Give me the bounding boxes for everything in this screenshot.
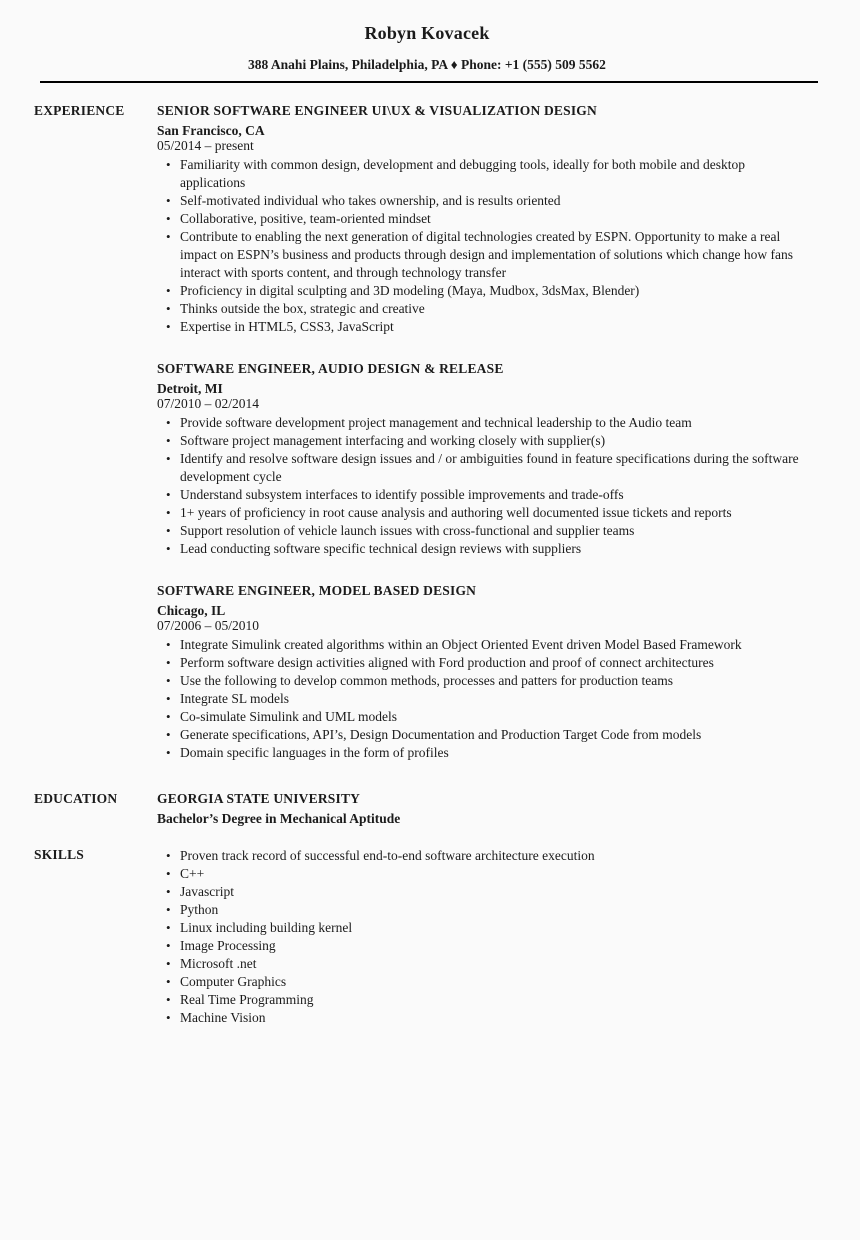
job-bullet: • Familiarity with common design, development and debugging tools, ideally for both mobile and desktop applications [166,156,806,192]
job-bullet: • Lead conducting software specific technical design reviews with suppliers [166,540,806,558]
job-bullet: • Self-motivated individual who takes ownership, and is results oriented [166,192,806,210]
job-bullet: • Proficiency in digital sculpting and 3D modeling (Maya, Mudbox, 3dsMax, Blender) [166,282,806,300]
job-title: SENIOR SOFTWARE ENGINEER UI\UX & VISUALIZATION DESIGN [157,103,597,118]
job-bullet: • Generate specifications, API’s, Design Documentation and Production Target Code from models [166,726,806,744]
section-label-skills: SKILLS [34,847,84,862]
section-education [34,791,820,826]
job-dates: 05/2014 – present [157,138,254,153]
job-bullet-list [157,156,820,336]
skill-item: • Computer Graphics [166,973,806,991]
skills-content [157,847,820,1027]
job-entry-3 [157,583,820,762]
job-title: SOFTWARE ENGINEER, AUDIO DESIGN & RELEASE [157,361,504,376]
contact-line: 388 Anahi Plains, Philadelphia, PA ♦ Phone: +1 (555) 509 5562 [248,57,606,72]
job-bullet: • Perform software design activities aligned with Ford production and proof of connect architectures [166,654,806,672]
skill-item: • Proven track record of successful end-to-end software architecture execution [166,847,806,865]
skill-item: • Microsoft .net [166,955,806,973]
section-skills [34,847,820,1027]
job-location: San Francisco, CA [157,123,265,138]
experience-content [157,103,820,762]
skill-item: • Javascript [166,883,806,901]
job-bullet: • Support resolution of vehicle launch issues with cross-functional and supplier teams [166,522,806,540]
job-bullet: • Integrate SL models [166,690,806,708]
job-bullet: • Use the following to develop common methods, processes and patters for production teams [166,672,806,690]
job-bullet: • Understand subsystem interfaces to identify possible improvements and trade-offs [166,486,806,504]
candidate-name: Robyn Kovacek [364,23,490,43]
job-location: Detroit, MI [157,381,223,396]
section-experience [34,103,820,762]
job-bullet: • Expertise in HTML5, CSS3, JavaScript [166,318,806,336]
job-bullet: • Provide software development project management and technical leadership to the Audio team [166,414,806,432]
job-dates: 07/2006 – 05/2010 [157,618,260,633]
job-location: Chicago, IL [157,603,226,618]
skill-item: • Real Time Programming [166,991,806,1009]
job-entry-1 [157,103,820,336]
job-bullet: • 1+ years of proficiency in root cause analysis and authoring well documented issue tickets and reports [166,504,806,522]
section-label-education: EDUCATION [34,791,118,806]
section-label-experience: EXPERIENCE [34,103,125,118]
job-entry-2 [157,361,820,558]
header-divider [40,81,818,83]
job-bullet: • Co-simulate Simulink and UML models [166,708,806,726]
degree-name: Bachelor’s Degree in Mechanical Aptitude [157,811,401,826]
education-content [157,791,820,826]
job-bullet-list [157,636,820,762]
job-bullet: • Software project management interfacing and working closely with supplier(s) [166,432,806,450]
school-name: GEORGIA STATE UNIVERSITY [157,791,361,806]
job-bullet: • Contribute to enabling the next generation of digital technologies created by ESPN. Opportunity to make a real impact on ESPN’s business and products through design and implementation of solutions which change how fans interact with sports content, and through technology transfer [166,228,806,282]
job-bullet: • Collaborative, positive, team-oriented mindset [166,210,806,228]
job-dates: 07/2010 – 02/2014 [157,396,260,411]
job-title: SOFTWARE ENGINEER, MODEL BASED DESIGN [157,583,477,598]
skills-list [157,847,820,1027]
job-bullet-list [157,414,820,558]
job-bullet: • Integrate Simulink created algorithms within an Object Oriented Event driven Model Based Framework [166,636,806,654]
job-bullet: • Thinks outside the box, strategic and creative [166,300,806,318]
skill-item: • Machine Vision [166,1009,806,1027]
job-bullet: • Domain specific languages in the form of profiles [166,744,806,762]
job-bullet: • Identify and resolve software design issues and / or ambiguities found in feature specifications during the software development cycle [166,450,806,486]
skill-item: • Linux including building kernel [166,919,806,937]
skill-item: • Image Processing [166,937,806,955]
resume-header [34,24,820,72]
skill-item: • Python [166,901,806,919]
skill-item: • C++ [166,865,806,883]
